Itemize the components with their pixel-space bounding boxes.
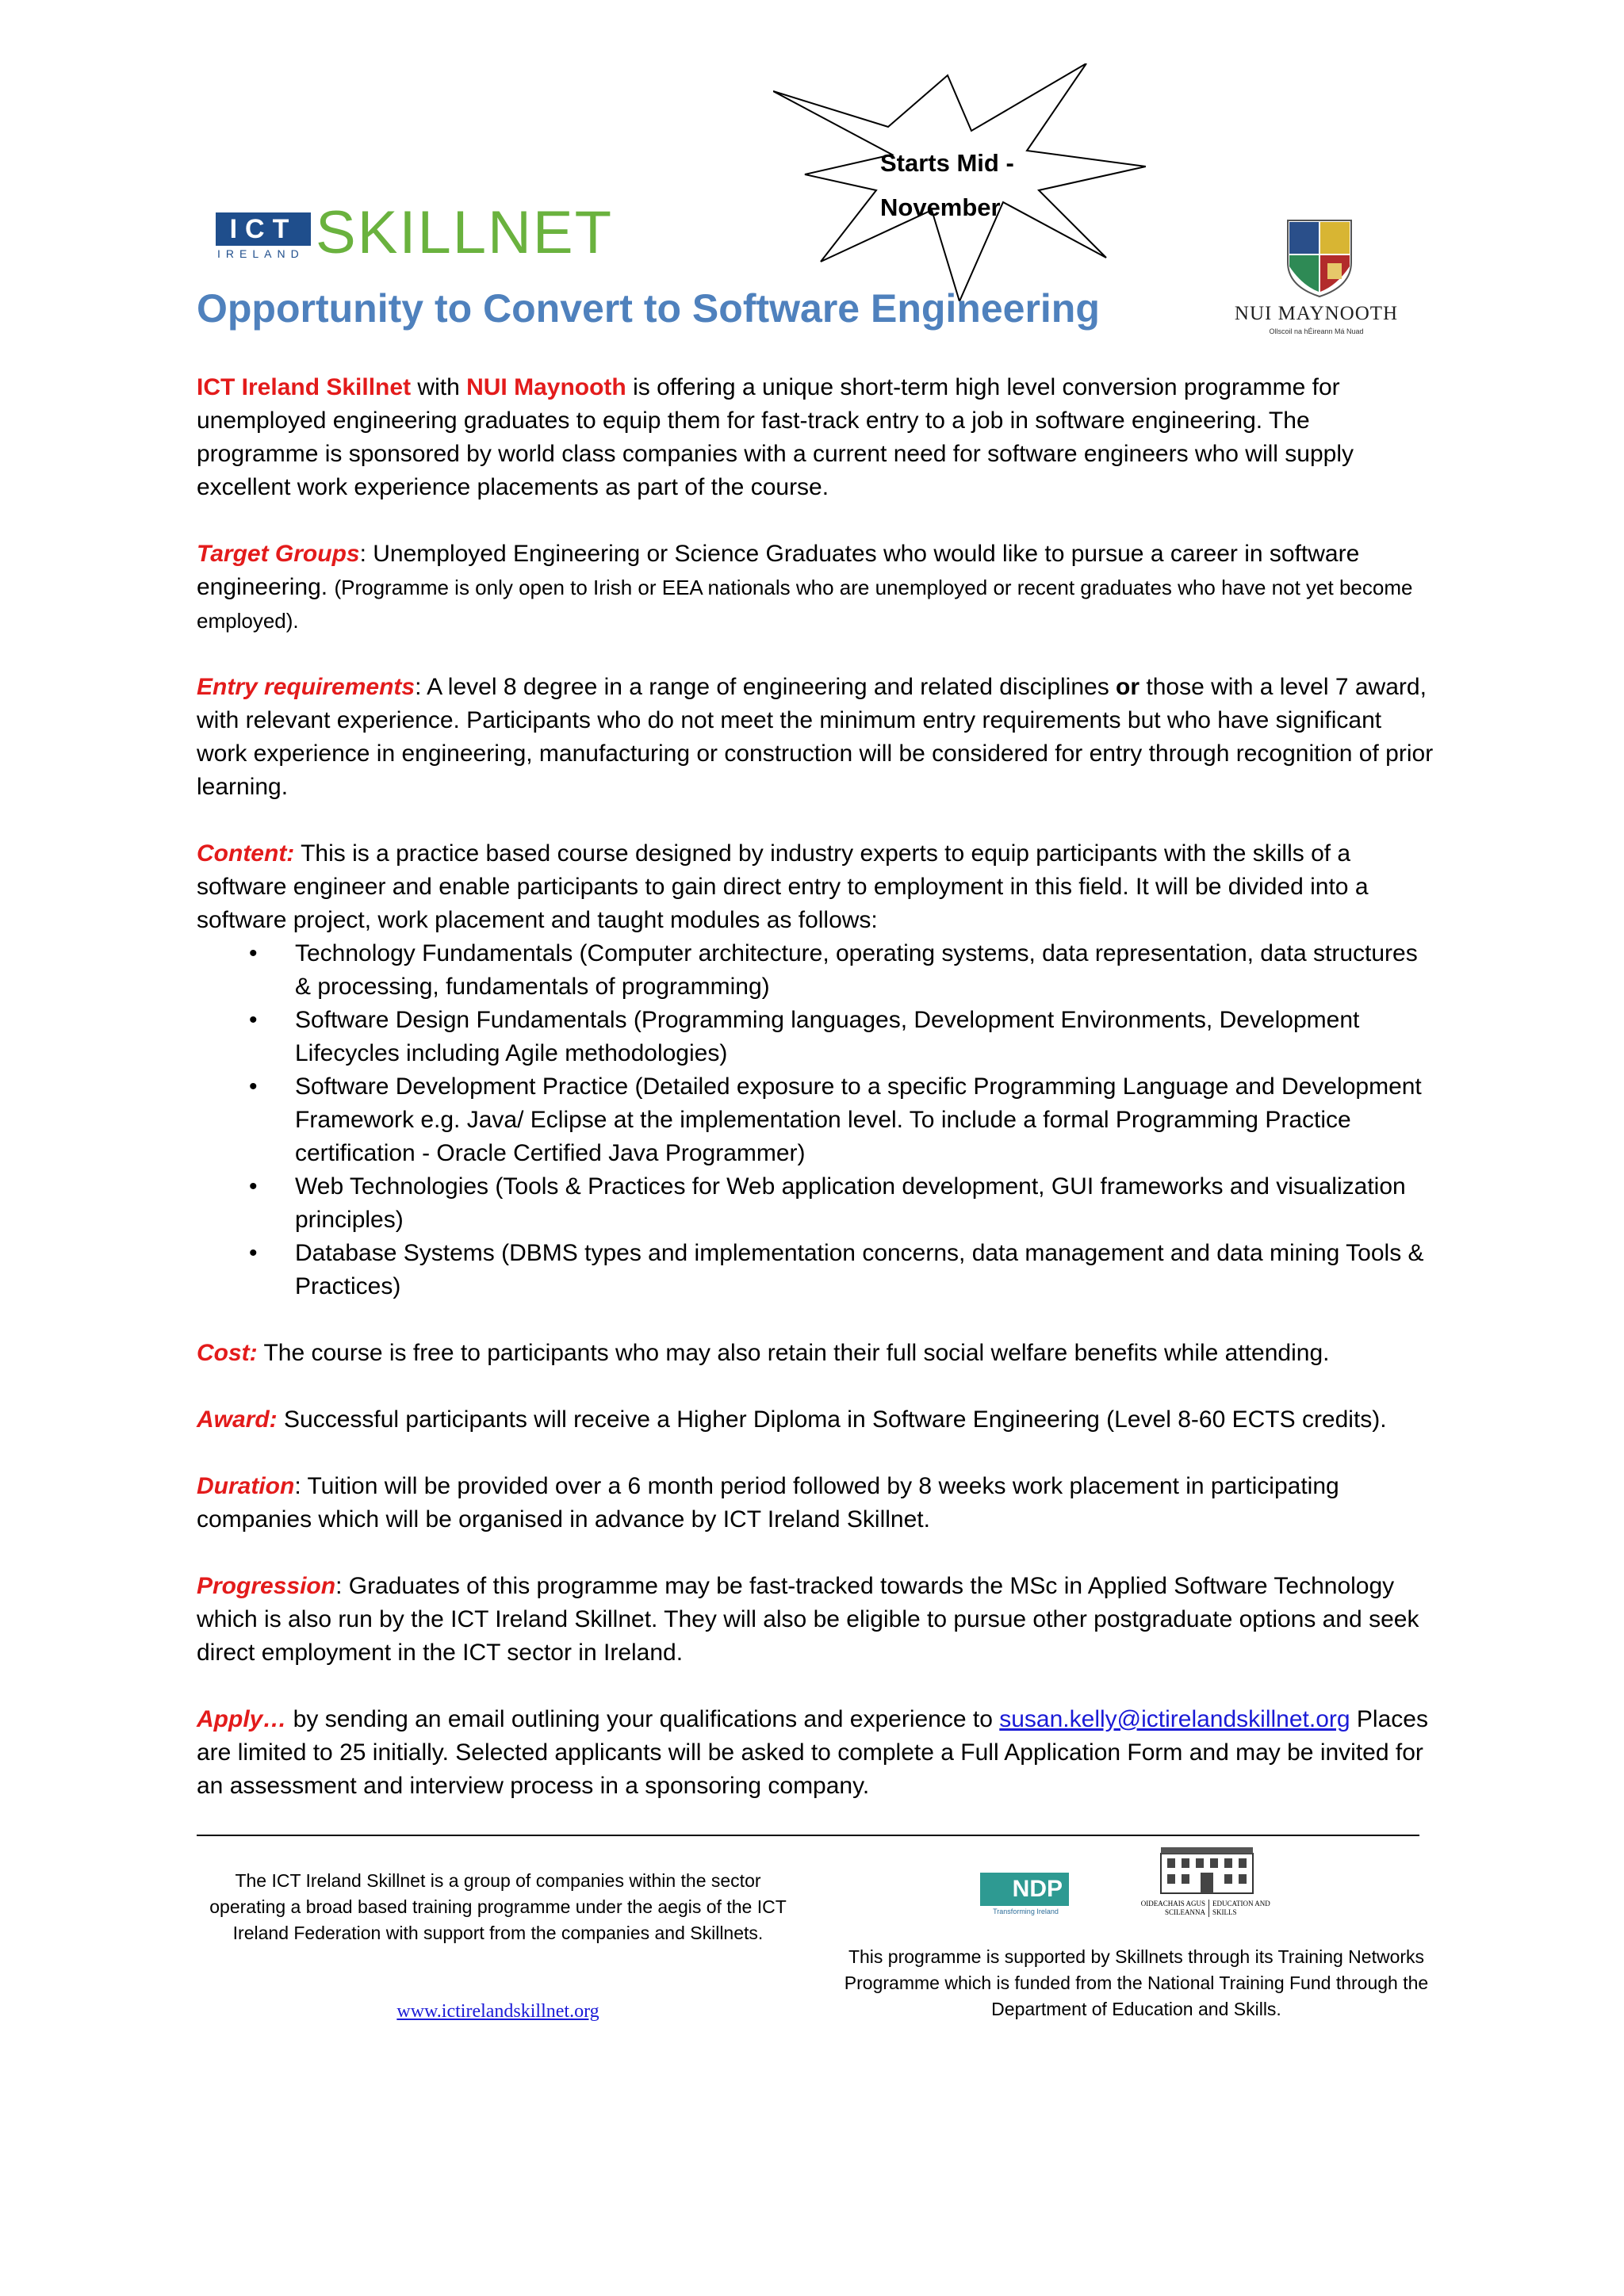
starts-mid-november-callout — [880, 141, 1086, 230]
bullet-icon: • — [249, 1173, 258, 1200]
list-item: • Database Systems (DBMS types and implementation concerns, data management and data mining Tools & Practices) — [197, 1237, 1434, 1303]
list-item: • Software Design Fundamentals (Programming languages, Development Environments, Development Lifecycles including Agile methodologies) — [197, 1004, 1434, 1070]
ict-logo-skillnet: SKILLNET — [316, 199, 614, 266]
org-nui-maynooth: NUI Maynooth — [466, 374, 626, 400]
duration-label: Duration — [197, 1473, 295, 1499]
ndp-logo — [980, 1873, 1071, 1928]
ict-ireland-skillnet-logo — [216, 199, 614, 266]
page-title: Opportunity to Convert to Software Engineering — [197, 286, 1100, 331]
bullet-icon: • — [249, 1073, 258, 1100]
bullet-icon: • — [249, 940, 258, 966]
building-icon — [1159, 1846, 1254, 1895]
bullet-icon: • — [249, 1240, 258, 1266]
progression-label: Progression — [197, 1573, 336, 1599]
ndp-logo-box: NDP — [980, 1873, 1069, 1906]
nuim-crest-icon — [1286, 219, 1353, 298]
cost-section: Cost: The course is free to participants who may also retain their full social welfare benefits while attending. — [197, 1340, 1330, 1366]
callout-line-1: Starts Mid - — [880, 149, 1014, 177]
callout-line-2: November — [880, 193, 1001, 221]
progression-section: Progression: Graduates of this programme may be fast-tracked towards the MSc in Applied Software Technology which is also run by the ICT Ireland Skillnet. They will also be eligible to pursue other postgraduate options and seek direct employment in the ICT sector in Ireland. — [197, 1573, 1419, 1666]
target-groups-section: Target Groups: Unemployed Engineering or Science Graduates who would like to pursue a career in software engineering. (Programme is only open to Irish or EEA nationals who are unemployed or recent graduates who have not yet become employed). — [197, 541, 1413, 633]
bullet-icon: • — [249, 1007, 258, 1033]
footer-about-text: The ICT Ireland Skillnet is a group of companies within the sector operating a broad based training programme under the aegis of the ICT Ireland Federation with support from the companies and Skillnets. — [209, 1870, 787, 1943]
org-ict-ireland-skillnet: ICT Ireland Skillnet — [197, 374, 412, 400]
entry-requirements-label: Entry requirements — [197, 674, 416, 700]
target-groups-note: (Programme is only open to Irish or EEA nationals who are unemployed or recent graduates who have not yet become employed). — [197, 576, 1413, 633]
department-education-skills-logo — [1136, 1846, 1278, 1925]
award-section: Award: Successful participants will receive a Higher Diploma in Software Engineering (Level 8-60 ECTS credits). — [197, 1406, 1387, 1433]
list-item: • Software Development Practice (Detailed exposure to a specific Programming Language and Development Framework e.g. Java/ Eclipse at the implementation level. To include a formal Programming Practice certification - Oracle Certified Java Programmer) — [197, 1070, 1434, 1170]
award-label: Award: — [197, 1406, 278, 1433]
list-item: • Technology Fundamentals (Computer architecture, operating systems, data representation, data structures & processing, fundamentals of programming) — [197, 937, 1434, 1004]
nui-maynooth-logo — [1221, 214, 1419, 341]
apply-label: Apply… — [197, 1706, 287, 1732]
ict-logo-box: ICT — [216, 212, 311, 246]
edu-logo-english: EDUCATION AND SKILLS — [1208, 1900, 1281, 1917]
entry-requirements-section: Entry requirements: A level 8 degree in a range of engineering and related disciplines or those with a level 7 award, with relevant experience. Participants who do not meet the minimum entry requirements but who have significant work experience in engineering, manufacturing or construction will be considered for entry through recognition of prior learning. — [197, 674, 1434, 800]
website-link[interactable]: www.ictirelandskillnet.org — [396, 2001, 599, 2022]
ndp-logo-tagline: Transforming Ireland — [993, 1908, 1059, 1915]
content-label: Content: — [197, 840, 295, 867]
document-body — [197, 371, 1434, 1836]
apply-email-link[interactable]: susan.kelly@ictirelandskillnet.org — [999, 1706, 1350, 1732]
duration-section: Duration: Tuition will be provided over a 6 month period followed by 8 weeks work placement in participating companies which will be organised in advance by ICT Ireland Skillnet. — [197, 1473, 1339, 1533]
module-list — [197, 937, 1434, 1303]
nuim-name: NUI MAYNOOTH — [1234, 303, 1399, 324]
footer-divider — [197, 1835, 1419, 1836]
footer-support-text: This programme is supported by Skillnets through its Training Networks Programme which is funded from the National Training Fund through the Department of Education and Skills. — [844, 1946, 1429, 2019]
list-item: • Web Technologies (Tools & Practices for Web application development, GUI frameworks and visualization principles) — [197, 1170, 1434, 1237]
edu-logo-irish: OIDEACHAIS AGUS SCILEANNA — [1140, 1900, 1205, 1916]
content-section: Content: This is a practice based course designed by industry experts to equip participants with the skills of a software engineer and enable participants to gain direct entry to employment in this field. It will be divided into a software project, work placement and taught modules as follows: • Technology Fundamentals (Computer architecture, operating systems, data representation, data structures & processing, fundamentals of programming) • Software Design Fundamentals (Programming languages, Development Environments, Development Lifecycles including Agile methodologies) • Software Development Practice (Detailed exposure to a specific Programming Language and Development Framework e.g. Java/ Eclipse at the implementation level. To include a formal Programming Practice certification - Oracle Certified Java Programmer) • Web Technologies (Tools & Practices for Web application development, GUI frameworks and visualization principles) • Database Systems (DBMS types and implementation concerns, data management and data mining Tools & Practices) — [197, 837, 1434, 1303]
apply-section: Apply… by sending an email outlining your qualifications and experience to susan.kelly@ictirelandskillnet.org Places are limited to 25 initially. Selected applicants will be asked to complete a Full Application Form and may be invited for an assessment and interview process in a sponsoring company. — [197, 1706, 1428, 1799]
intro-paragraph: ICT Ireland Skillnet with NUI Maynooth is offering a unique short-term high level conversion programme for unemployed engineering graduates to equip them for fast-track entry to a job in software engineering. The programme is sponsored by world class companies with a current need for software engineers who will supply excellent work experience placements as part of the course. — [197, 374, 1354, 500]
target-groups-label: Target Groups — [197, 541, 360, 567]
cost-label: Cost: — [197, 1340, 258, 1366]
nuim-irish-name: Ollscoil na hÉireann Má Nuad — [1269, 327, 1364, 335]
ict-logo-ireland: IRELAND — [217, 247, 304, 260]
